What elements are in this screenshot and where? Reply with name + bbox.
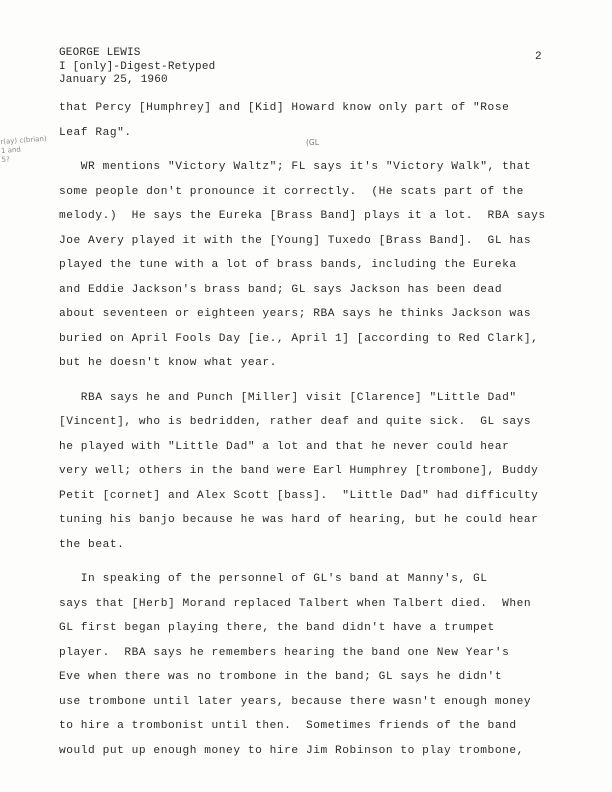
text-line: GL first began playing there, the band didn't have a trumpet: [59, 622, 495, 634]
text-line: about seventeen or eighteen years; RBA says he thinks Jackson was: [59, 308, 532, 320]
text-line: RBA says he and Punch [Miller] visit [Clarence] "Little Dad": [59, 391, 517, 404]
text-line: player. RBA says he remembers hearing the band one New Year's: [59, 646, 510, 659]
text-line: Joe Avery played it with the [Young] Tuxedo [Brass Band]. GL has: [59, 234, 532, 247]
text-line: he played with "Little Dad" a lot and that he never could hear: [59, 440, 510, 453]
paragraph: [59, 567, 559, 763]
text-line: WR mentions "Victory Waltz"; FL says it's "Victory Walk", that: [59, 161, 532, 173]
text-line: Eve when there was no trombone in the band; GL says he didn't: [59, 671, 503, 683]
text-line: played the tune with a lot of brass bands, including the Eureka: [59, 259, 517, 271]
text-line: buried on April Fools Day [ie., April 1] [according to Red Clark],: [59, 332, 539, 345]
paragraph-gap: [59, 145, 559, 155]
margin-note-line: 1 and: [0, 145, 22, 155]
header-date: January 25, 1960: [59, 74, 168, 86]
document-header: [59, 47, 215, 88]
text-line: to hire a trombonist until then. Sometimes friends of the band: [59, 720, 517, 732]
page-number: 2: [535, 51, 542, 63]
text-line: would put up enough money to hire Jim Robinson to play trombone,: [59, 744, 524, 757]
text-line: very well; others in the band were Earl Humphrey [trombone], Buddy: [59, 465, 539, 477]
text-line: In speaking of the personnel of GL's band at Manny's, GL: [59, 573, 488, 585]
header-type: I [only]-Digest-Retyped: [59, 60, 216, 73]
text-line: says that [Herb] Morand replaced Talbert when Talbert died. When: [59, 597, 532, 610]
text-line: that Percy [Humphrey] and [Kid] Howard know only part of "Rose: [59, 102, 510, 114]
text-line: and Eddie Jackson's brass band; GL says Jackson has been dead: [59, 283, 503, 296]
text-line: [Vincent], who is bedridden, rather deaf and quite sick. GL says: [59, 416, 532, 428]
header-name: GEORGE LEWIS: [59, 47, 141, 59]
paragraph-gap: [59, 557, 559, 567]
handwritten-insert-mark: (GL: [306, 138, 319, 147]
text-line: but he doesn't know what year.: [59, 357, 277, 369]
paragraph: [59, 96, 559, 145]
text-line: use trombone until later years, because there wasn't enough money: [59, 695, 532, 708]
text-line: some people don't pronounce it correctly. (He scats part of the: [59, 185, 524, 198]
margin-note-line: r(ay) c(brian): [0, 134, 47, 146]
paragraph: [59, 155, 559, 376]
text-line: tuning his banjo because he was hard of hearing, but he could hear: [59, 514, 539, 526]
transcript-body: [59, 96, 559, 763]
text-line: Leaf Rag".: [59, 126, 132, 139]
text-line: the beat.: [59, 538, 125, 551]
paragraph-gap: [59, 376, 559, 386]
handwritten-margin-note: [0, 134, 58, 165]
text-line: melody.) He says the Eureka [Brass Band] plays it a lot. RBA says: [59, 210, 546, 222]
text-line: Petit [cornet] and Alex Scott [bass]. "Little Dad" had difficulty: [59, 489, 539, 502]
paragraph: [59, 386, 559, 558]
margin-note-line: 5?: [1, 155, 11, 164]
